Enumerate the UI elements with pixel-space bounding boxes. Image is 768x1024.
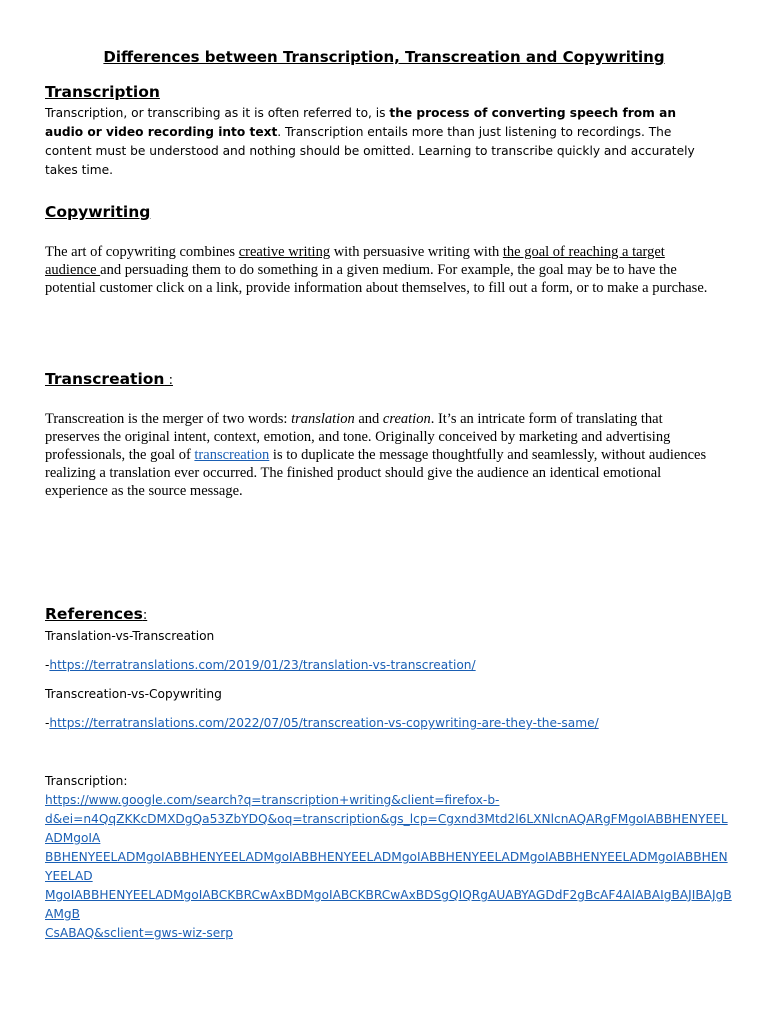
references-heading	[45, 605, 147, 623]
reference-1-line	[45, 656, 735, 675]
reference-1-prefix: -	[45, 658, 50, 672]
document-title: Differences between Transcription, Transcreation and Copywriting	[103, 48, 665, 66]
reference-2-prefix: -	[45, 716, 50, 730]
transcription-heading: Transcription	[45, 83, 160, 101]
copywriting-text-2: with persuasive writing with	[330, 244, 503, 260]
transcreation-italic-translation: translation	[291, 411, 355, 427]
reference-3-link-line[interactable]: d&ei=n4QqZKKcDMXDgQa53ZbYDQ&oq=transcription&gs_lcp=Cgxnd3Mtd2l6LXNlcnAQARgFMgoIABBHENYEELADMgoIA	[45, 812, 728, 845]
transcreation-heading	[45, 370, 173, 388]
references-heading-label: References	[45, 605, 143, 623]
transcreation-heading-suffix: :	[164, 373, 173, 388]
copywriting-text-1: The art of copywriting combines	[45, 244, 239, 260]
transcreation-link[interactable]: transcreation	[194, 447, 270, 463]
transcription-text-bold: the process of converting speech from an audio or video recording into text	[45, 106, 676, 139]
transcreation-text-1: Transcreation is the merger of two words:	[45, 411, 292, 427]
transcreation-heading-label: Transcreation	[45, 370, 165, 388]
reference-2-link[interactable]: https://terratranslations.com/2022/07/05/transcreation-vs-copywriting-are-they-the-same/	[49, 716, 599, 730]
transcreation-text-3: . It’s an intricate form of translating that preserves the original intent, context, emotion, and tone. Originally conceived by marketing and advertising professionals, the goal of	[45, 411, 671, 463]
reference-3-link-line[interactable]: MgoIABBHENYEELADMgoIABCKBRCwAxBDMgoIABCKBRCwAxBDSgQIQRgAUABYAGDdF2gBcAF4AIABAIgBAJIBAJgBAMgB	[45, 888, 732, 921]
reference-3-link-line[interactable]: https://www.google.com/search?q=transcription+writing&client=firefox-b-	[45, 793, 500, 807]
copywriting-paragraph	[45, 243, 715, 297]
copywriting-text-3: and persuading them to do something in a given medium. For example, the goal may be to have the potential customer click on a link, provide information about themselves, to fill out a form, or to make a purchase.	[45, 262, 708, 296]
reference-3-label: Transcription:	[45, 774, 128, 788]
transcreation-paragraph	[45, 410, 715, 500]
reference-2-label: Transcreation-vs-Copywriting	[45, 687, 222, 701]
reference-3-link-line[interactable]: CsABAQ&sclient=gws-wiz-serp	[45, 926, 234, 940]
reference-3-link[interactable]	[45, 791, 735, 943]
creative-writing-link[interactable]: creative writing	[238, 244, 331, 260]
reference-2-line	[45, 714, 735, 733]
copywriting-heading: Copywriting	[45, 203, 151, 221]
transcription-paragraph	[45, 104, 715, 180]
transcription-text-before: Transcription, or transcribing as it is often referred to, is	[45, 106, 390, 120]
transcreation-text-2: and	[354, 411, 383, 427]
transcription-text-after: . Transcription entails more than just listening to recordings. The content must be understood and nothing should be omitted. Learning to transcribe quickly and accurately takes time.	[45, 125, 695, 177]
reference-1-link[interactable]: https://terratranslations.com/2019/01/23/translation-vs-transcreation/	[49, 658, 476, 672]
transcreation-italic-creation: creation	[382, 411, 431, 427]
reference-3-link-line[interactable]: BBHENYEELADMgoIABBHENYEELADMgoIABBHENYEELADMgoIABBHENYEELADMgoIABBHENYEELADMgoIABBHENYEELAD	[45, 850, 728, 883]
reference-1-label: Translation-vs-Transcreation	[45, 629, 215, 643]
references-heading-suffix: :	[142, 608, 148, 623]
transcreation-text-4: is to duplicate the message thoughtfully and seamlessly, without audiences realizing a translation ever occurred. The finished product should give the audience an identical emotional experience as the source message.	[45, 447, 707, 499]
target-audience-link[interactable]: the goal of reaching a target audience	[45, 244, 665, 278]
